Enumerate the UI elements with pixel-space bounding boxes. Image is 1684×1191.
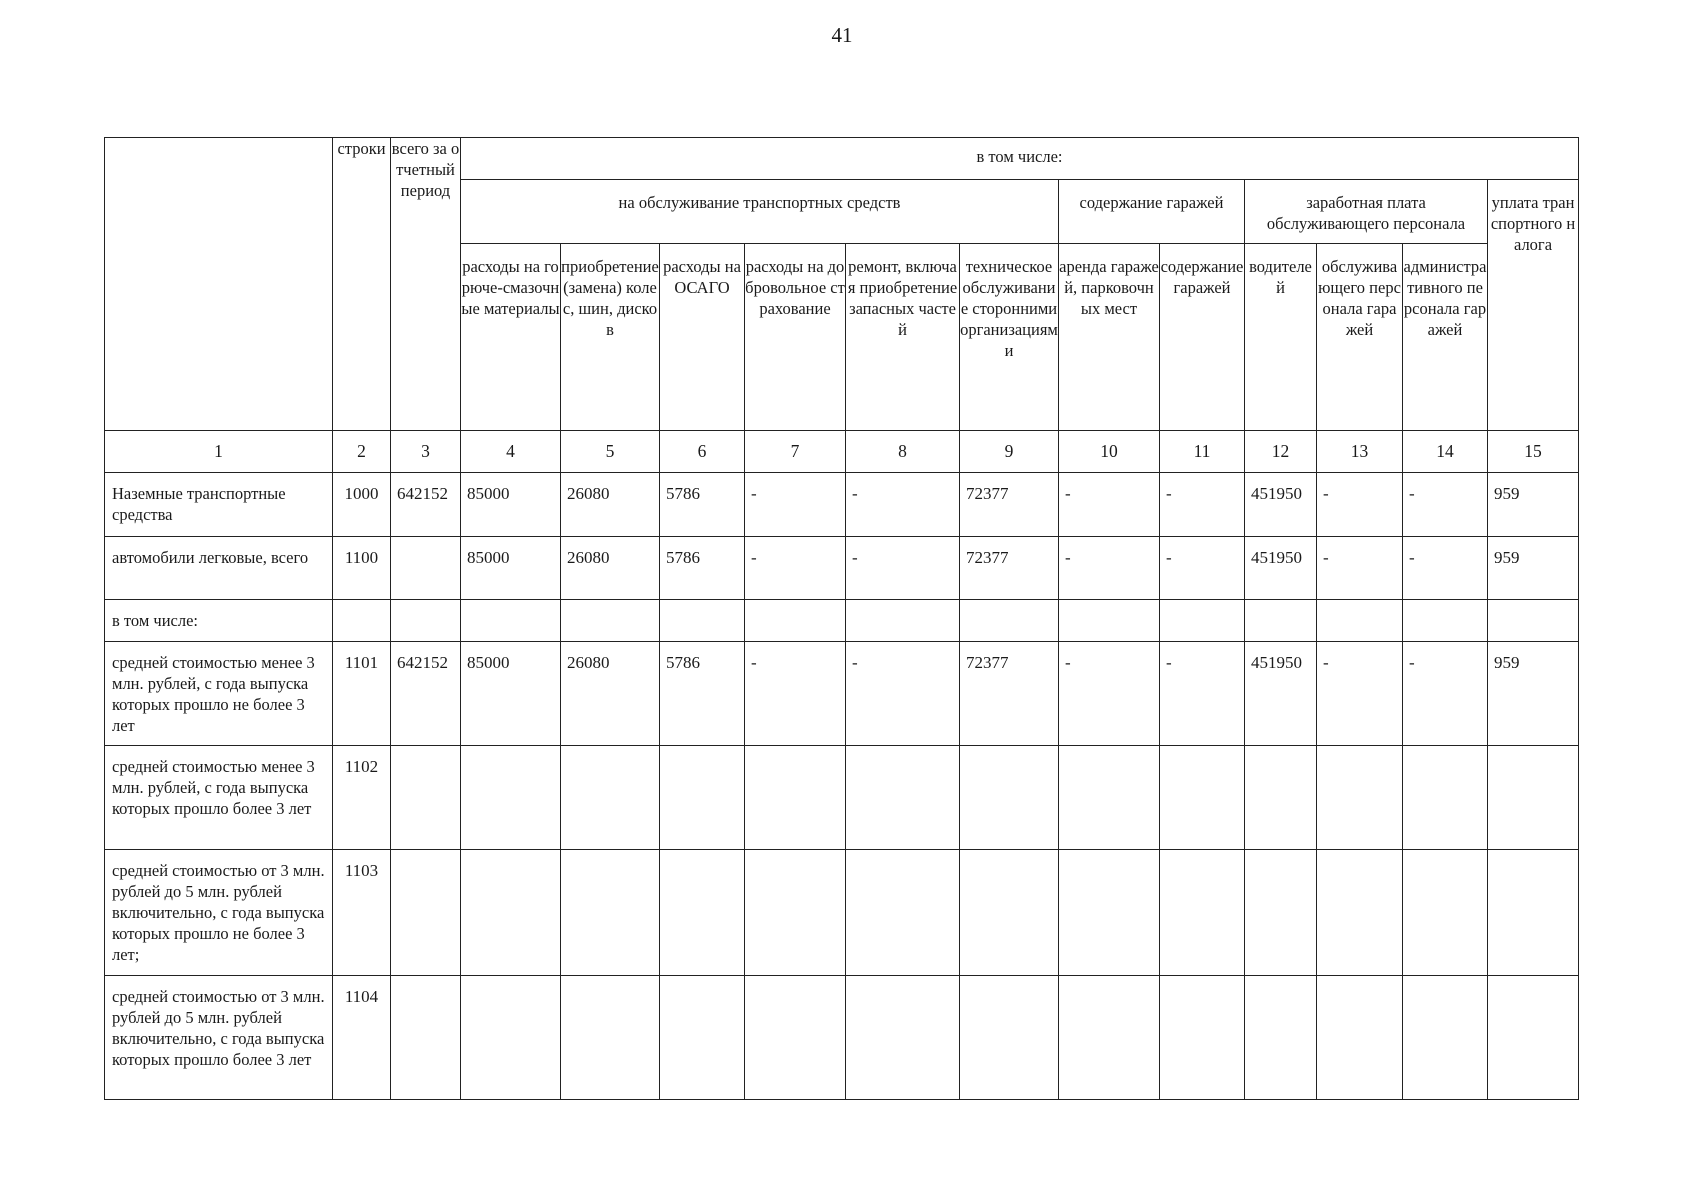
table-cell bbox=[745, 600, 846, 642]
row-code: 1104 bbox=[333, 976, 391, 1100]
table-cell: - bbox=[1160, 537, 1245, 600]
row-label: средней стоимостью менее 3 млн. рублей, с года выпуска которых прошло более 3 лет bbox=[105, 746, 333, 850]
table-cell bbox=[960, 976, 1059, 1100]
table-cell bbox=[1245, 976, 1317, 1100]
table-cell bbox=[461, 600, 561, 642]
column-number: 2 bbox=[333, 431, 391, 473]
expense-table bbox=[104, 137, 1579, 1100]
header-empty-cell bbox=[105, 138, 333, 431]
header-total: всего за отчетный период bbox=[391, 138, 461, 431]
table-cell: - bbox=[1059, 473, 1160, 537]
table-cell: - bbox=[745, 537, 846, 600]
table-row bbox=[105, 600, 1579, 642]
table-row bbox=[105, 746, 1579, 850]
column-number: 3 bbox=[391, 431, 461, 473]
column-number-row bbox=[105, 431, 1579, 473]
table-cell: - bbox=[1317, 642, 1403, 746]
table-cell bbox=[745, 746, 846, 850]
row-label: автомобили легковые, всего bbox=[105, 537, 333, 600]
header-wheels: приобретение (замена) колес, шин, дисков bbox=[561, 244, 660, 431]
header-codes: строки bbox=[333, 138, 391, 431]
table-cell bbox=[1160, 746, 1245, 850]
header-drivers: водителей bbox=[1245, 244, 1317, 431]
table-cell bbox=[846, 976, 960, 1100]
table-cell bbox=[1059, 976, 1160, 1100]
table-cell: 85000 bbox=[461, 537, 561, 600]
table-cell bbox=[745, 850, 846, 976]
table-cell: - bbox=[846, 642, 960, 746]
table-cell: 642152 bbox=[391, 473, 461, 537]
table-cell: 959 bbox=[1488, 642, 1579, 746]
table-cell bbox=[561, 976, 660, 1100]
header-voluntary-insurance: расходы на добровольное страхование bbox=[745, 244, 846, 431]
column-number: 6 bbox=[660, 431, 745, 473]
table-cell: - bbox=[846, 473, 960, 537]
row-code: 1102 bbox=[333, 746, 391, 850]
table-cell bbox=[391, 850, 461, 976]
table-cell bbox=[1245, 850, 1317, 976]
table-cell: 85000 bbox=[461, 642, 561, 746]
row-code bbox=[333, 600, 391, 642]
table-cell bbox=[461, 976, 561, 1100]
table-cell: - bbox=[745, 473, 846, 537]
table-cell bbox=[561, 850, 660, 976]
table-cell bbox=[846, 746, 960, 850]
table-cell: 5786 bbox=[660, 473, 745, 537]
table-cell bbox=[561, 746, 660, 850]
table-cell bbox=[1059, 850, 1160, 976]
row-label: средней стоимостью менее 3 млн. рублей, с года выпуска которых прошло не более 3 лет bbox=[105, 642, 333, 746]
table-cell bbox=[1317, 850, 1403, 976]
column-number: 15 bbox=[1488, 431, 1579, 473]
table-cell bbox=[1317, 600, 1403, 642]
table-cell bbox=[1488, 976, 1579, 1100]
table-cell bbox=[1317, 976, 1403, 1100]
table-cell: 26080 bbox=[561, 537, 660, 600]
header-including: в том числе: bbox=[461, 138, 1579, 180]
header-group-salary: заработная плата обслуживающего персонала bbox=[1245, 180, 1488, 244]
table-cell bbox=[1403, 746, 1488, 850]
column-number: 14 bbox=[1403, 431, 1488, 473]
header-garage-rent: аренда гаражей, парковочных мест bbox=[1059, 244, 1160, 431]
table-cell bbox=[1488, 600, 1579, 642]
table-cell bbox=[1317, 746, 1403, 850]
table-row bbox=[105, 642, 1579, 746]
table-cell bbox=[960, 600, 1059, 642]
table-cell bbox=[1403, 850, 1488, 976]
table-cell: 5786 bbox=[660, 537, 745, 600]
table-cell bbox=[1059, 600, 1160, 642]
table-cell: 451950 bbox=[1245, 642, 1317, 746]
table-row bbox=[105, 976, 1579, 1100]
table-cell: 72377 bbox=[960, 642, 1059, 746]
header-group-garages: содержание гаражей bbox=[1059, 180, 1245, 244]
table-cell bbox=[1059, 746, 1160, 850]
row-label: средней стоимостью от 3 млн. рублей до 5 млн. рублей включительно, с года выпуска которых прошло не более 3 лет; bbox=[105, 850, 333, 976]
page-number: 41 bbox=[831, 23, 853, 47]
table-cell bbox=[1403, 600, 1488, 642]
table-cell: 451950 bbox=[1245, 473, 1317, 537]
table-cell bbox=[1160, 850, 1245, 976]
table-cell: - bbox=[1059, 537, 1160, 600]
table-cell bbox=[846, 850, 960, 976]
table-row bbox=[105, 473, 1579, 537]
header-garage-service-staff: обслуживающего персонала гаражей bbox=[1317, 244, 1403, 431]
column-number: 1 bbox=[105, 431, 333, 473]
table-cell bbox=[660, 746, 745, 850]
table-cell bbox=[960, 746, 1059, 850]
table-cell bbox=[660, 976, 745, 1100]
table-cell: - bbox=[1317, 537, 1403, 600]
header-group-vehicle-service: на обслуживание транспортных средств bbox=[461, 180, 1059, 244]
header-fuel: расходы на горюче-смазочные материалы bbox=[461, 244, 561, 431]
header-repair: ремонт, включая приобретение запасных частей bbox=[846, 244, 960, 431]
header-garage-admin-staff: административного персонала гаражей bbox=[1403, 244, 1488, 431]
column-number: 11 bbox=[1160, 431, 1245, 473]
row-label: в том числе: bbox=[105, 600, 333, 642]
table-cell: - bbox=[1160, 642, 1245, 746]
table-cell: - bbox=[846, 537, 960, 600]
column-number: 8 bbox=[846, 431, 960, 473]
table-cell bbox=[960, 850, 1059, 976]
table-cell bbox=[1160, 976, 1245, 1100]
table-cell bbox=[391, 600, 461, 642]
table-cell: 26080 bbox=[561, 642, 660, 746]
column-number: 9 bbox=[960, 431, 1059, 473]
header-maintenance: техническое обслуживание сторонними организациями bbox=[960, 244, 1059, 431]
table-cell: - bbox=[1403, 642, 1488, 746]
header-transport-tax: уплата транспортного налога bbox=[1488, 180, 1579, 431]
table-cell bbox=[561, 600, 660, 642]
table-cell: 72377 bbox=[960, 473, 1059, 537]
table-cell bbox=[461, 746, 561, 850]
column-number: 4 bbox=[461, 431, 561, 473]
row-code: 1000 bbox=[333, 473, 391, 537]
table-cell bbox=[391, 537, 461, 600]
header-garage-upkeep: содержание гаражей bbox=[1160, 244, 1245, 431]
table-cell: 451950 bbox=[1245, 537, 1317, 600]
table-cell bbox=[1488, 850, 1579, 976]
row-code: 1103 bbox=[333, 850, 391, 976]
table-cell: 72377 bbox=[960, 537, 1059, 600]
table-cell bbox=[1245, 746, 1317, 850]
table-row bbox=[105, 850, 1579, 976]
table-cell bbox=[391, 976, 461, 1100]
table-cell: 642152 bbox=[391, 642, 461, 746]
table-cell bbox=[1245, 600, 1317, 642]
row-code: 1100 bbox=[333, 537, 391, 600]
table-cell bbox=[846, 600, 960, 642]
table-cell bbox=[1403, 976, 1488, 1100]
table-cell bbox=[461, 850, 561, 976]
table-cell: 959 bbox=[1488, 537, 1579, 600]
table-cell: - bbox=[745, 642, 846, 746]
header-osago: расходы на ОСАГО bbox=[660, 244, 745, 431]
table-cell: - bbox=[1059, 642, 1160, 746]
row-code: 1101 bbox=[333, 642, 391, 746]
column-number: 10 bbox=[1059, 431, 1160, 473]
table-cell bbox=[1160, 600, 1245, 642]
table-cell: - bbox=[1403, 473, 1488, 537]
table-cell bbox=[391, 746, 461, 850]
table-cell: - bbox=[1403, 537, 1488, 600]
table-cell bbox=[745, 976, 846, 1100]
table-cell: - bbox=[1160, 473, 1245, 537]
row-label: Наземные транспортные средства bbox=[105, 473, 333, 537]
table-cell: 85000 bbox=[461, 473, 561, 537]
table-cell bbox=[660, 850, 745, 976]
table-cell: - bbox=[1317, 473, 1403, 537]
table-cell bbox=[1488, 746, 1579, 850]
table-cell: 26080 bbox=[561, 473, 660, 537]
table-row bbox=[105, 537, 1579, 600]
column-number: 13 bbox=[1317, 431, 1403, 473]
column-number: 7 bbox=[745, 431, 846, 473]
table-cell: 5786 bbox=[660, 642, 745, 746]
table-cell: 959 bbox=[1488, 473, 1579, 537]
column-number: 12 bbox=[1245, 431, 1317, 473]
column-number: 5 bbox=[561, 431, 660, 473]
row-label: средней стоимостью от 3 млн. рублей до 5 млн. рублей включительно, с года выпуска которых прошло более 3 лет bbox=[105, 976, 333, 1100]
table-cell bbox=[660, 600, 745, 642]
